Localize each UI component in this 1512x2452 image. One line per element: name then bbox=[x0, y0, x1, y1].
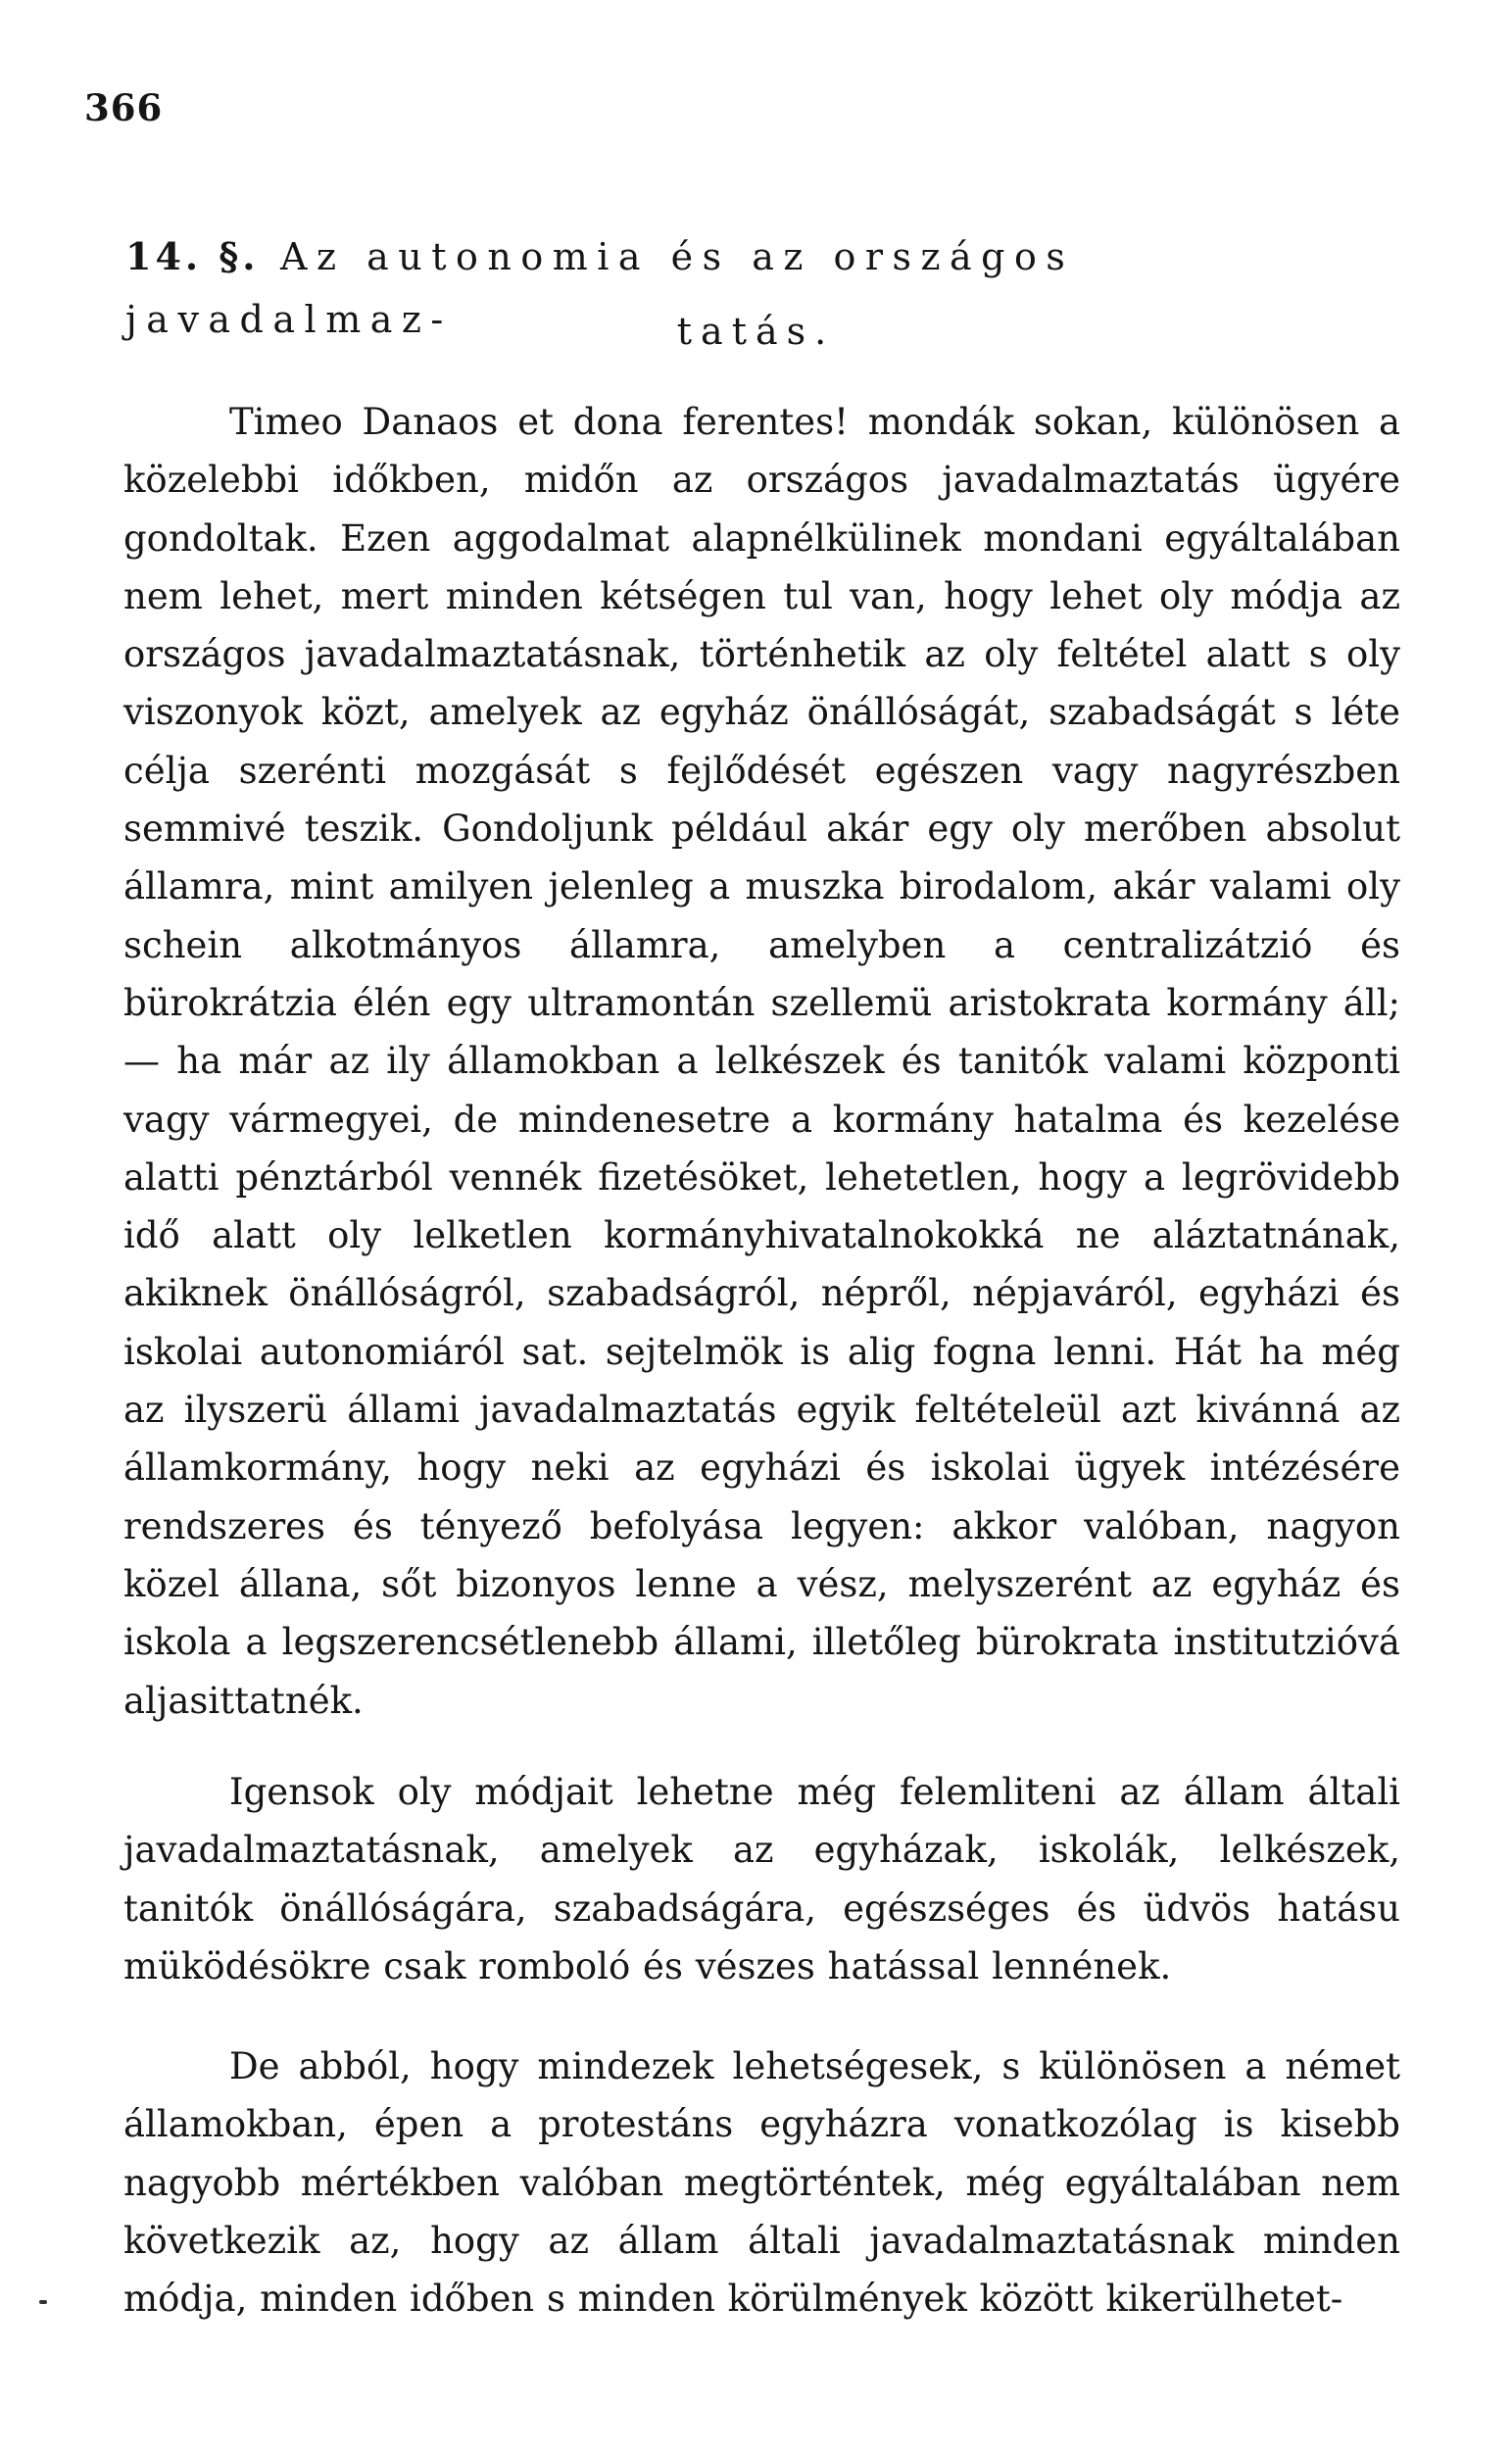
paragraph-2 bbox=[123, 1763, 1400, 1995]
section-title-line-2: tatás. bbox=[676, 310, 836, 353]
paragraph-1 bbox=[123, 393, 1400, 1730]
section-title-line-1: Az autonomia és az országos javadalmaz- bbox=[125, 235, 1075, 341]
paragraph-text: Timeo Danaos et dona ferentes! mondák sokan, különösen a közelebbi időkben, midőn az országos javadalmaztatás ügyére gondoltak. Ezen aggodalmat alapnélkülinek mondani egyáltalában nem lehet, mert minden kétségen tul van, hogy lehet oly módja az országos javadalmaztatásnak, történhetik az oly feltétel alatt s oly viszonyok közt, amelyek az egyház önállóságát, szabadságát s léte célja szerénti mozgását s fejlődését egészen vagy nagyrészben semmivé teszik. Gondoljunk például akár egy oly merőben absolut államra, mint amilyen jelenleg a muszka birodalom, akár valami oly schein alkotmányos államra, amelyben a centralizátzió és bürokrátzia élén egy ultramontán szellemü aristokrata kormány áll; — ha már az ily államokban a lelkészek és tanitók valami központi vagy vármegyei, de mindenesetre a kormány hatalma és kezelése alatti pénztárból vennék fizetésöket, lehetetlen, hogy a legrövidebb idő alatt oly lelketlen kormányhivatalnokokká ne aláztatnának, akiknek önállóságról, szabadságról, népről, népjaváról, egyházi és iskolai autonomiáról sat. sejtelmök is alig fogna lenni. Hát ha még az ilyszerü állami javadalmaztatás egyik feltételeül azt kivánná az államkormány, hogy neki az egyházi és iskolai ügyek intézésére rendszeres és tényező befolyása legyen: akkor valóban, nagyon közel állana, sőt bizonyos lenne a vész, melyszerént az egyház és iskola a legszerencsétlenebb állami, illetőleg bürokrata institutzióvá aljasittatnék. bbox=[123, 401, 1400, 1722]
page-number: 366 bbox=[84, 86, 164, 129]
paragraph-3 bbox=[123, 2037, 1400, 2328]
section-number: 14. §. bbox=[125, 234, 260, 278]
paragraph-text: De abból, hogy mindezek lehetségesek, s különösen a német államokban, épen a protestáns egyházra vonatkozólag is kisebb nagyobb mértékben valóban megtörténtek, még egyáltalában nem következik az, hogy az állam általi javadalmaztatásnak minden módja, minden időben s minden körülmények között kikerülhetet- bbox=[123, 2045, 1400, 2321]
paragraph-text: Igensok oly módjait lehetne még felemliteni az állam általi javadalmaztatásnak, amelyek az egyházak, iskolák, lelkészek, tanitók önállóságára, szabadságára, egészséges és üdvös hatásu müködésökre csak romboló és vészes hatással lennének. bbox=[123, 1771, 1400, 1987]
print-speck bbox=[39, 2300, 47, 2304]
